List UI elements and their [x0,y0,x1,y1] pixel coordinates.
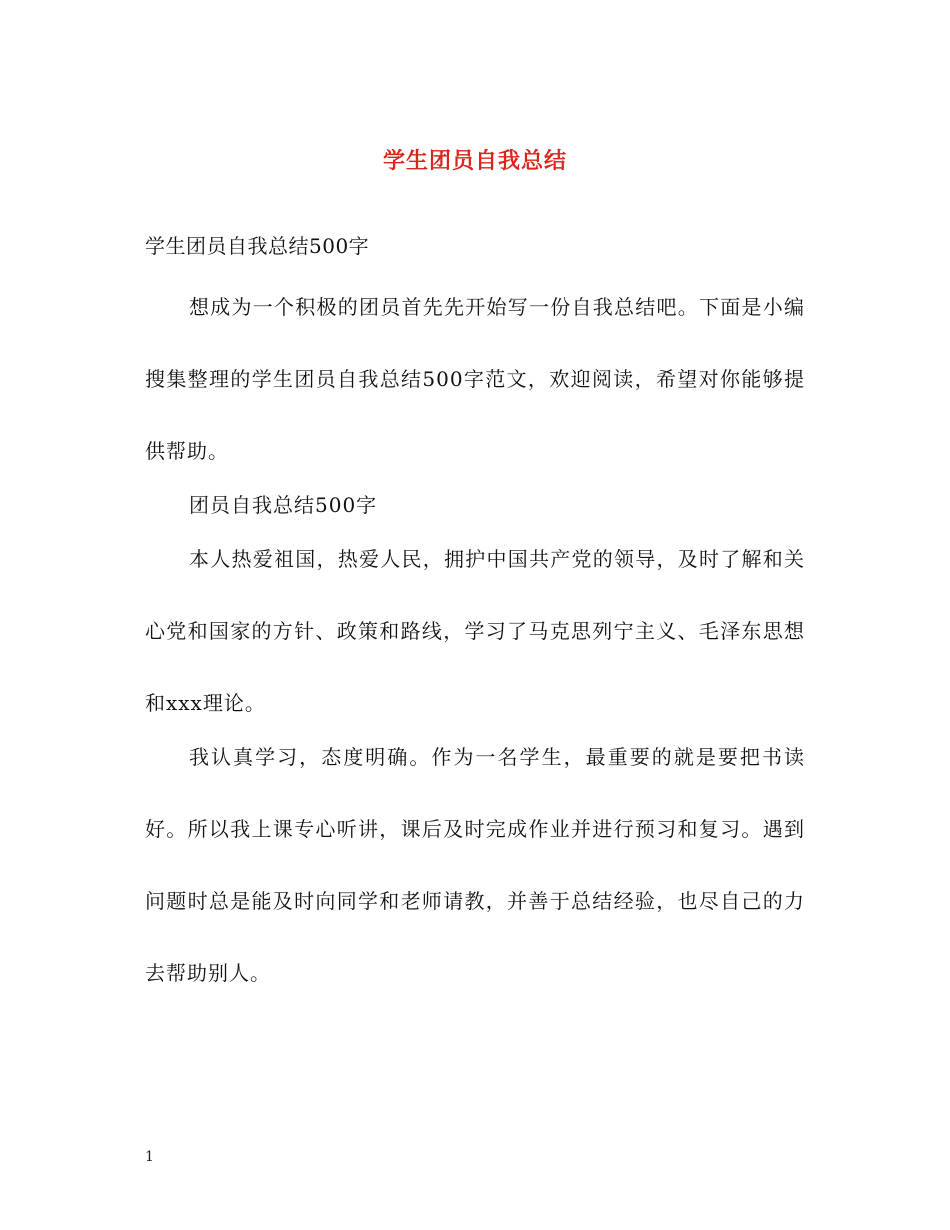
political-paragraph: 本人热爱祖国，热爱人民，拥护中国共产党的领导，及时了解和关心党和国家的方针、政策和路线，学习了马克思列宁主义、毛泽东思想和xxx理论。 [145,547,805,715]
document-subtitle: 学生团员自我总结500字 [145,234,370,258]
section-heading: 团员自我总结500字 [189,493,378,517]
document-body [145,289,805,991]
intro-paragraph: 想成为一个积极的团员首先先开始写一份自我总结吧。下面是小编搜集整理的学生团员自我总结500字范文，欢迎阅读，希望对你能够提供帮助。 [145,295,805,463]
page-number: 1 [145,1149,154,1165]
study-paragraph: 我认真学习，态度明确。作为一名学生，最重要的就是要把书读好。所以我上课专心听讲，课后及时完成作业并进行预习和复习。遇到问题时总是能及时向同学和老师请教，并善于总结经验，也尽自己的力去帮助别人。 [145,745,805,985]
document-title: 学生团员自我总结 [382,149,567,174]
